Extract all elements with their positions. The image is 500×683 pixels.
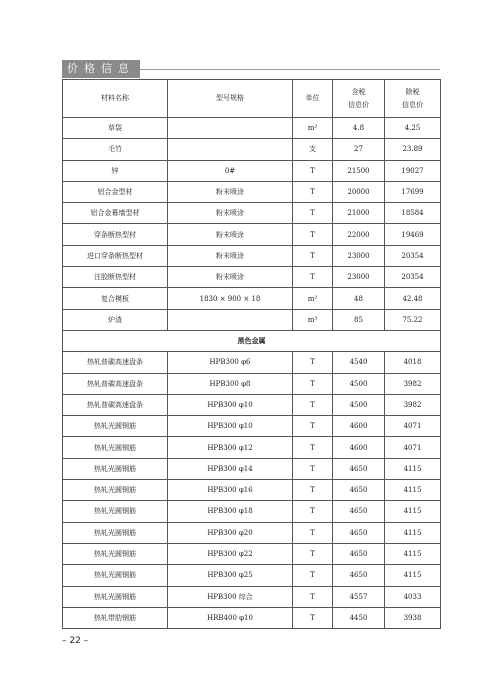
cell-name: 铝合金幕墙型材 [63, 203, 168, 224]
table-row [63, 437, 441, 458]
cell-unit: T [293, 245, 333, 266]
cell-spec: 0# [168, 160, 293, 181]
cell-name: 热轧光圆钢筋 [63, 565, 168, 586]
table-row [63, 224, 441, 245]
cell-untaxed: 4071 [385, 416, 441, 437]
cell-taxed: 4600 [333, 416, 385, 437]
cell-name: 热轧光圆钢筋 [63, 416, 168, 437]
cell-taxed: 4500 [333, 394, 385, 415]
table-row [63, 586, 441, 607]
cell-unit: T [293, 203, 333, 224]
cell-taxed: 22000 [333, 224, 385, 245]
cell-spec: 粉末喷涂 [168, 181, 293, 202]
cell-taxed: 4450 [333, 607, 385, 628]
cell-taxed: 4540 [333, 352, 385, 373]
table-row [63, 267, 441, 288]
cell-untaxed: 20354 [385, 245, 441, 266]
table-row [63, 522, 441, 543]
cell-unit: T [293, 224, 333, 245]
table-section-row [63, 330, 441, 351]
cell-taxed: 85 [333, 309, 385, 330]
cell-taxed: 21500 [333, 160, 385, 181]
section-title: 价格信息 [62, 60, 140, 78]
cell-name: 铝合金型材 [63, 181, 168, 202]
cell-taxed: 4500 [333, 373, 385, 394]
page-number: – 22 – [62, 636, 89, 646]
cell-spec: HPB300 φ6 [168, 352, 293, 373]
cell-untaxed: 4115 [385, 501, 441, 522]
table-row [63, 203, 441, 224]
table-row [63, 480, 441, 501]
cell-spec: HPB300 综合 [168, 586, 293, 607]
table-row [63, 394, 441, 415]
cell-unit: T [293, 437, 333, 458]
table-header-row [63, 80, 441, 118]
cell-spec: HPB300 φ18 [168, 501, 293, 522]
cell-spec: HRB400 φ10 [168, 607, 293, 628]
cell-name: 热轧带肋钢筋 [63, 607, 168, 628]
cell-name: 炉渣 [63, 309, 168, 330]
cell-spec: 粉末喷涂 [168, 203, 293, 224]
cell-unit: T [293, 543, 333, 564]
cell-taxed: 4557 [333, 586, 385, 607]
cell-untaxed: 4071 [385, 437, 441, 458]
cell-spec: 1830 × 900 × 18 [168, 288, 293, 309]
cell-untaxed: 4018 [385, 352, 441, 373]
cell-untaxed: 19027 [385, 160, 441, 181]
cell-untaxed: 4115 [385, 480, 441, 501]
cell-taxed: 27 [333, 139, 385, 160]
table-row [63, 352, 441, 373]
cell-spec: HPB300 φ22 [168, 543, 293, 564]
cell-unit: T [293, 458, 333, 479]
cell-name: 进口穿条断热型材 [63, 245, 168, 266]
cell-unit: T [293, 267, 333, 288]
price-table [62, 79, 441, 629]
cell-name: 热轧光圆钢筋 [63, 501, 168, 522]
cell-taxed: 4650 [333, 458, 385, 479]
header-spec: 型号规格 [168, 80, 293, 118]
table-row [63, 245, 441, 266]
table-row [63, 458, 441, 479]
cell-name: 毛竹 [63, 139, 168, 160]
cell-spec: HPB300 φ14 [168, 458, 293, 479]
cell-unit: T [293, 501, 333, 522]
cell-name: 锌 [63, 160, 168, 181]
cell-untaxed: 4115 [385, 565, 441, 586]
header-name: 材料名称 [63, 80, 168, 118]
cell-name: 热轧光圆钢筋 [63, 522, 168, 543]
cell-untaxed: 3938 [385, 607, 441, 628]
table-body [63, 118, 441, 629]
section-label: 黑色金属 [63, 330, 441, 351]
cell-untaxed: 3982 [385, 373, 441, 394]
cell-name: 热轧光圆钢筋 [63, 458, 168, 479]
cell-taxed: 21000 [333, 203, 385, 224]
cell-name: 热轧光圆钢筋 [63, 543, 168, 564]
cell-unit: T [293, 565, 333, 586]
cell-unit: m² [293, 118, 333, 139]
table-row [63, 160, 441, 181]
cell-taxed: 23000 [333, 267, 385, 288]
cell-untaxed: 23.89 [385, 139, 441, 160]
cell-spec: 粉末喷涂 [168, 245, 293, 266]
cell-taxed: 4650 [333, 480, 385, 501]
cell-spec: HPB300 φ25 [168, 565, 293, 586]
cell-taxed: 20000 [333, 181, 385, 202]
cell-spec: HPB300 φ10 [168, 394, 293, 415]
cell-unit: T [293, 607, 333, 628]
cell-unit: T [293, 480, 333, 501]
header-taxed [333, 80, 385, 118]
cell-name: 复合模板 [63, 288, 168, 309]
cell-name: 穿条断热型材 [63, 224, 168, 245]
header-unit: 单位 [293, 80, 333, 118]
cell-spec: HPB300 φ20 [168, 522, 293, 543]
cell-spec: 粉末喷涂 [168, 267, 293, 288]
table-row [63, 309, 441, 330]
cell-name: 热轧普碳高速盘条 [63, 373, 168, 394]
cell-taxed: 4650 [333, 565, 385, 586]
cell-unit: m² [293, 288, 333, 309]
cell-untaxed: 4115 [385, 543, 441, 564]
header-rule [140, 69, 440, 70]
cell-name: 热轧普碳高速盘条 [63, 352, 168, 373]
cell-spec [168, 118, 293, 139]
cell-name: 热轧普碳高速盘条 [63, 394, 168, 415]
cell-unit: T [293, 352, 333, 373]
cell-unit: T [293, 373, 333, 394]
table-row [63, 607, 441, 628]
cell-untaxed: 19469 [385, 224, 441, 245]
table-row [63, 181, 441, 202]
cell-spec: 粉末喷涂 [168, 224, 293, 245]
header-untaxed-line2: 信息价 [402, 100, 423, 109]
cell-spec: HPB300 φ16 [168, 480, 293, 501]
cell-untaxed: 20354 [385, 267, 441, 288]
cell-spec: HPB300 φ12 [168, 437, 293, 458]
cell-taxed: 4650 [333, 543, 385, 564]
cell-untaxed: 17699 [385, 181, 441, 202]
cell-taxed: 48 [333, 288, 385, 309]
cell-unit: T [293, 522, 333, 543]
cell-spec: HPB300 φ8 [168, 373, 293, 394]
cell-taxed: 4.8 [333, 118, 385, 139]
header-taxed-line1: 含税 [351, 87, 366, 96]
cell-unit: T [293, 160, 333, 181]
cell-taxed: 4600 [333, 437, 385, 458]
cell-name: 热轧光圆钢筋 [63, 586, 168, 607]
table-row [63, 416, 441, 437]
cell-name: 注胶断热型材 [63, 267, 168, 288]
header-taxed-line2: 信息价 [348, 100, 369, 109]
cell-taxed: 4650 [333, 522, 385, 543]
table-row [63, 565, 441, 586]
cell-unit: T [293, 586, 333, 607]
table-row [63, 543, 441, 564]
cell-untaxed: 18584 [385, 203, 441, 224]
cell-taxed: 23000 [333, 245, 385, 266]
cell-name: 草袋 [63, 118, 168, 139]
table-row [63, 139, 441, 160]
cell-unit: m³ [293, 309, 333, 330]
cell-untaxed: 4115 [385, 522, 441, 543]
table-row [63, 501, 441, 522]
cell-unit: T [293, 394, 333, 415]
cell-name: 热轧光圆钢筋 [63, 437, 168, 458]
header-untaxed [385, 80, 441, 118]
cell-untaxed: 3982 [385, 394, 441, 415]
cell-name: 热轧光圆钢筋 [63, 480, 168, 501]
cell-spec: HPB300 φ10 [168, 416, 293, 437]
cell-taxed: 4650 [333, 501, 385, 522]
cell-untaxed: 4115 [385, 458, 441, 479]
table-row [63, 118, 441, 139]
table-row [63, 373, 441, 394]
cell-untaxed: 4.25 [385, 118, 441, 139]
cell-unit: 支 [293, 139, 333, 160]
cell-untaxed: 4033 [385, 586, 441, 607]
cell-spec [168, 309, 293, 330]
header-untaxed-line1: 除税 [405, 87, 420, 96]
cell-spec [168, 139, 293, 160]
cell-untaxed: 75.22 [385, 309, 441, 330]
cell-untaxed: 42.48 [385, 288, 441, 309]
cell-unit: T [293, 416, 333, 437]
table-row [63, 288, 441, 309]
cell-unit: T [293, 181, 333, 202]
